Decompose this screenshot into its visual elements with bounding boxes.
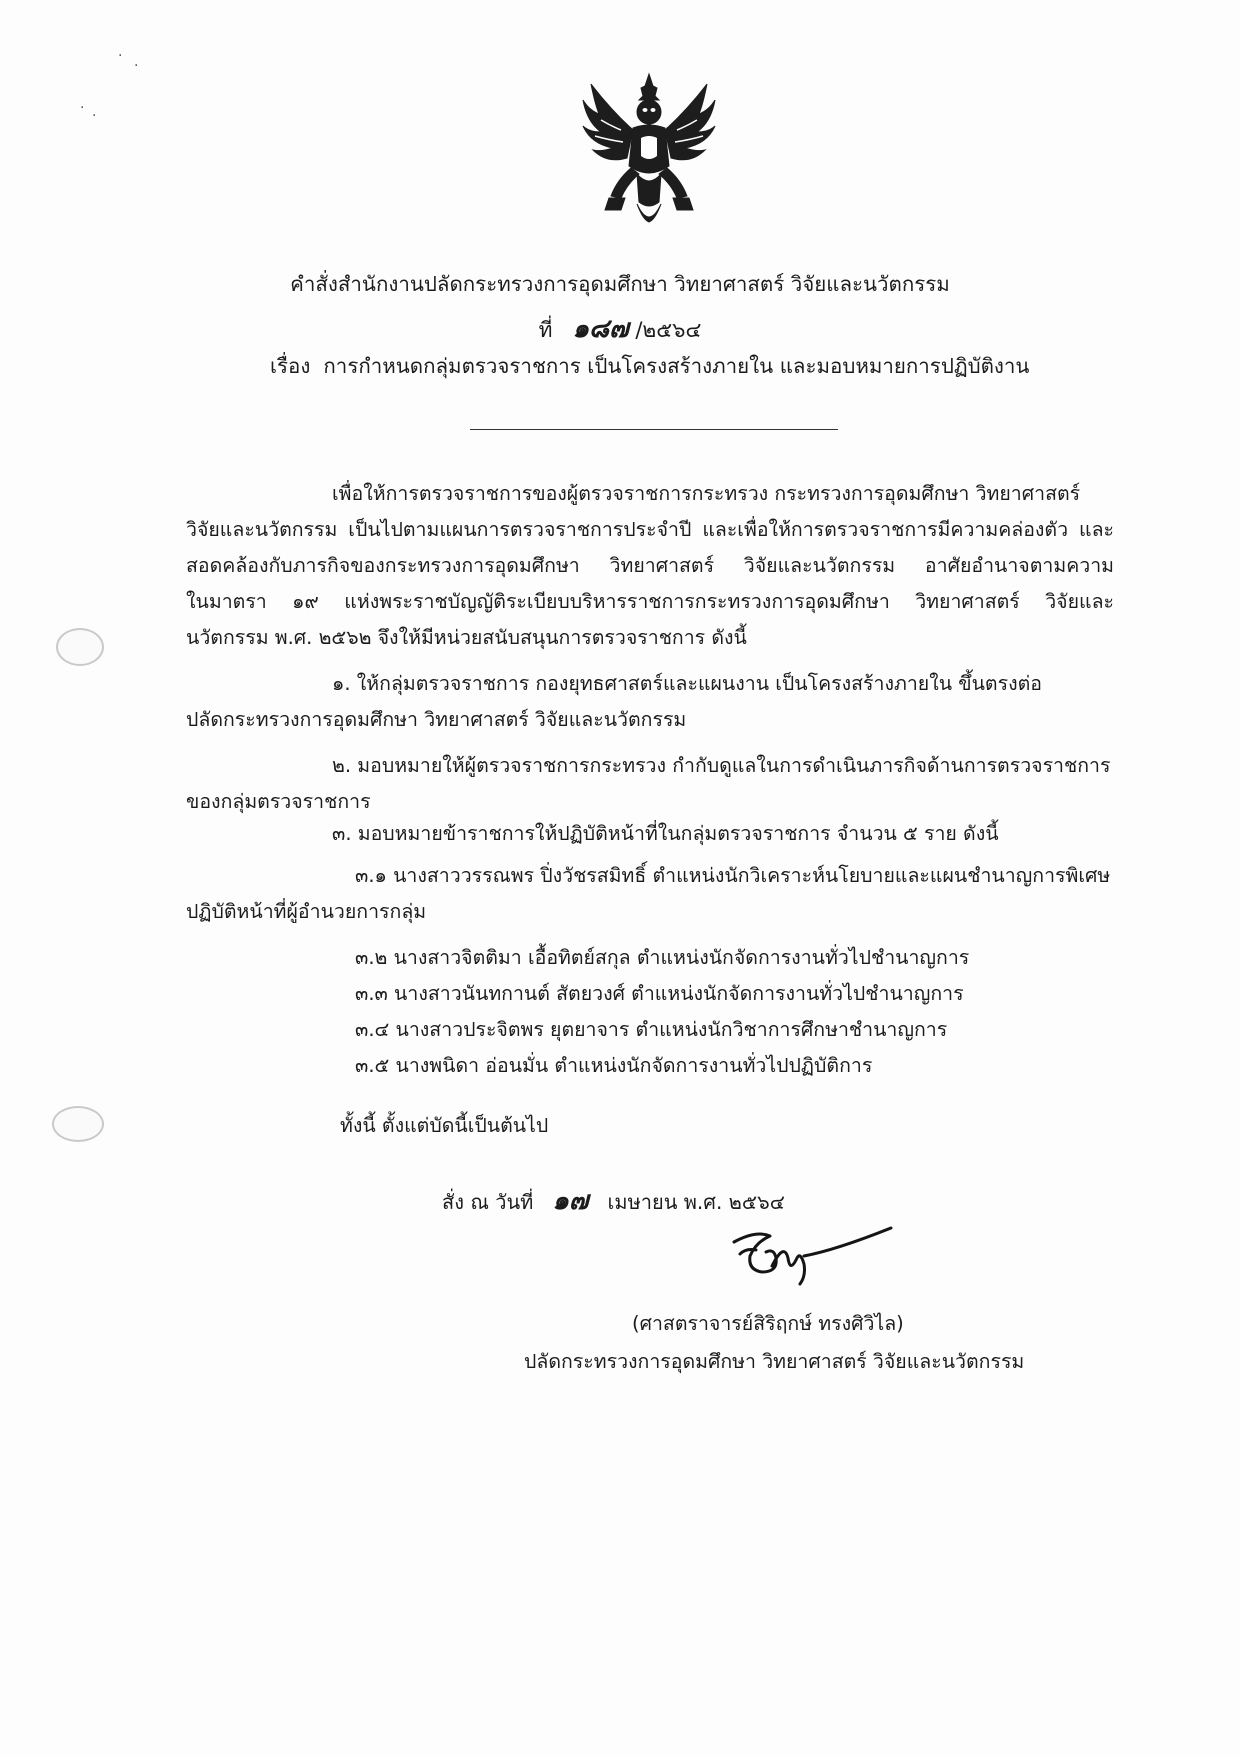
order-date-line	[442, 1180, 785, 1221]
intro-line-2: วิจัยและนวัตกรรม เป็นไปตามแผนการตรวจราชการประจำปี และเพื่อให้การตรวจราชการมีความคล่องตัว และ	[186, 518, 1114, 541]
handwritten-signature-icon	[726, 1222, 896, 1302]
item-1-line-2: ปลัดกระทรวงการอุดมศึกษา วิทยาศาสตร์ วิจัยและนวัตกรรม	[186, 708, 687, 731]
item-3-5-line: ๓.๕ นางพนิดา อ่อนมั่น ตำแหน่งนักจัดการงานทั่วไปปฏิบัติการ	[355, 1054, 873, 1077]
item-3-4-line: ๓.๔ นางสาวประจิตพร ยุตยาจาร ตำแหน่งนักวิชาการศึกษาชำนาญการ	[355, 1018, 948, 1041]
intro-line-5: นวัตกรรม พ.ศ. ๒๕๖๒ จึงให้มีหน่วยสนับสนุนการตรวจราชการ ดังนี้	[186, 626, 747, 649]
scan-speck: ·	[134, 58, 139, 74]
item-3-line: ๓. มอบหมายข้าราชการให้ปฏิบัติหน้าที่ในกลุ่มตรวจราชการ จำนวน ๕ ราย ดังนี้	[332, 822, 999, 845]
item-3-1-line-2: ปฏิบัติหน้าที่ผู้อำนวยการกลุ่ม	[186, 900, 427, 923]
order-day: ๑๗	[552, 1186, 589, 1216]
order-title: คำสั่งสำนักงานปลัดกระทรวงการอุดมศึกษา วิทยาศาสตร์ วิจัยและนวัตกรรม	[290, 272, 950, 296]
item-3-1-line-1: ๓.๑ นางสาววรรณพร ปิ่งวัชรสมิทธิ์ ตำแหน่งนักวิเคราะห์นโยบายและแผนชำนาญการพิเศษ	[355, 864, 1111, 887]
scan-speck: ·	[118, 48, 123, 64]
order-date-prefix: สั่ง ณ วันที่	[442, 1190, 534, 1214]
signer-name: (ศาสตราจารย์สิริฤกษ์ ทรงศิวิไล)	[632, 1312, 904, 1335]
punch-hole	[56, 628, 104, 666]
signer-title: ปลัดกระทรวงการอุดมศึกษา วิทยาศาสตร์ วิจัยและนวัตกรรม	[524, 1350, 1025, 1373]
intro-line-1: เพื่อให้การตรวจราชการของผู้ตรวจราชการกระทรวง กระทรวงการอุดมศึกษา วิทยาศาสตร์	[332, 482, 1081, 505]
scan-speck: ·	[92, 108, 97, 124]
item-2-line-2: ของกลุ่มตรวจราชการ	[186, 790, 371, 813]
subject-label: เรื่อง	[270, 354, 311, 378]
effective-line: ทั้งนี้ ตั้งแต่บัดนี้เป็นต้นไป	[340, 1114, 549, 1137]
garuda-emblem-icon	[581, 70, 717, 230]
item-1-line-1: ๑. ให้กลุ่มตรวจราชการ กองยุทธศาสตร์และแผนงาน เป็นโครงสร้างภายใน ขึ้นตรงต่อ	[332, 672, 1042, 695]
order-number-line	[0, 308, 1240, 349]
item-2-line-1: ๒. มอบหมายให้ผู้ตรวจราชการกระทรวง กำกับดูแลในการดำเนินภารกิจด้านการตรวจราชการ	[332, 754, 1111, 777]
punch-hole	[52, 1106, 104, 1142]
intro-line-4: ในมาตรา ๑๙ แห่งพระราชบัญญัติระเบียบบริหารราชการกระทรวงการอุดมศึกษา วิทยาศาสตร์ วิจัยและ	[186, 590, 1114, 613]
item-3-2-line: ๓.๒ นางสาวจิตติมา เอื้อทิตย์สกุล ตำแหน่งนักจัดการงานทั่วไปชำนาญการ	[355, 946, 970, 969]
order-number-year: /๒๕๖๔	[635, 318, 702, 342]
item-3-3-line: ๓.๓ นางสาวนันทกานต์ สัตยวงศ์ ตำแหน่งนักจัดการงานทั่วไปชำนาญการ	[355, 982, 964, 1005]
heading-divider	[470, 429, 838, 430]
scan-speck: ·	[80, 100, 85, 116]
subject-line	[270, 350, 1029, 383]
subject-text: การกำหนดกลุ่มตรวจราชการ เป็นโครงสร้างภายใน และมอบหมายการปฏิบัติงาน	[323, 354, 1030, 378]
order-number: ๑๘๗	[572, 314, 629, 344]
order-number-prefix: ที่	[538, 318, 553, 342]
order-month-year: เมษายน พ.ศ. ๒๕๖๔	[607, 1190, 785, 1214]
intro-line-3: สอดคล้องกับภารกิจของกระทรวงการอุดมศึกษา วิทยาศาสตร์ วิจัยและนวัตกรรม อาศัยอำนาจตามความ	[186, 554, 1114, 577]
